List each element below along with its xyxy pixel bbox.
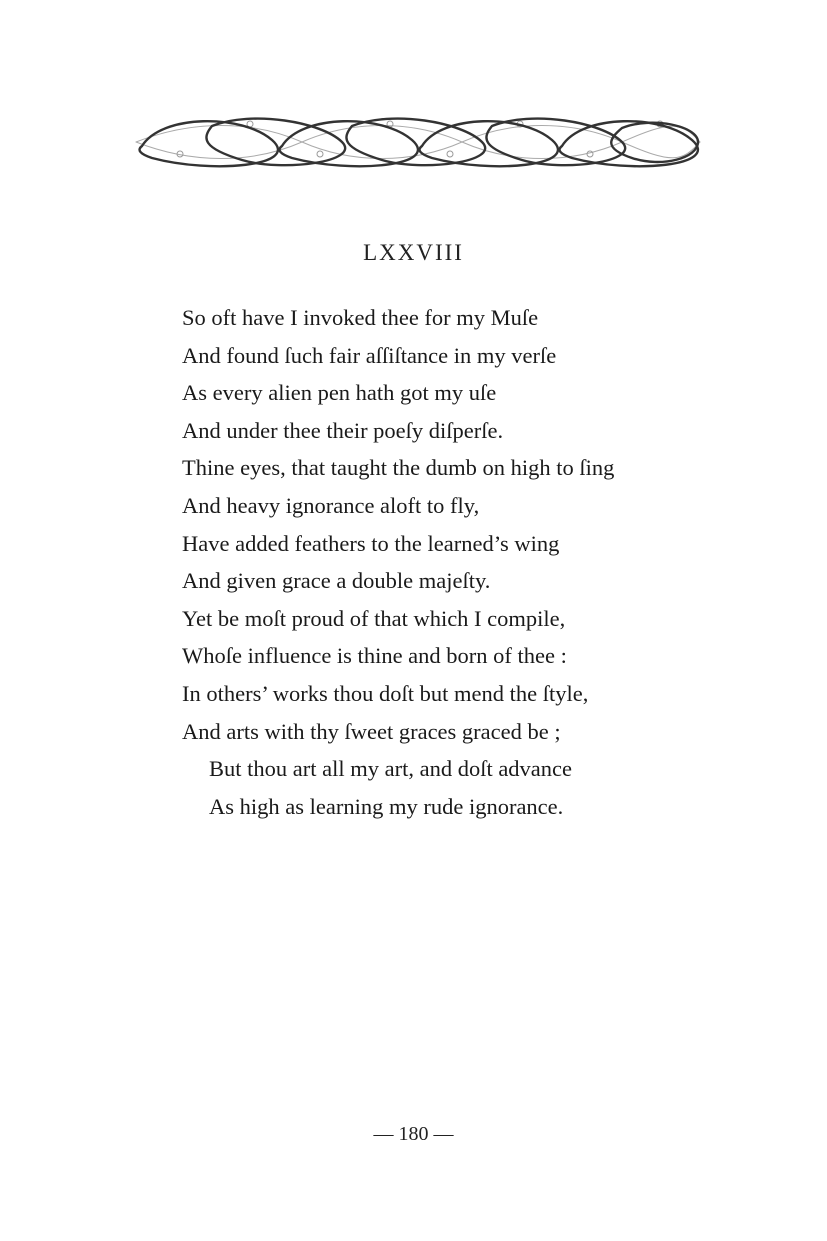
poem-line: Whoſe influence is thine and born of thee : xyxy=(182,643,567,669)
poem-line: As every alien pen hath got my uſe xyxy=(182,380,497,406)
poem-line: And arts with thy ſweet graces graced be ; xyxy=(182,718,561,744)
poem-line: And heavy ignorance aloft to fly, xyxy=(182,492,480,518)
couplet-line: But thou art all my art, and doſt advance xyxy=(209,756,573,782)
poem-line: Have added feathers to the learned’s wing xyxy=(182,530,560,556)
poem-line: Thine eyes, that taught the dumb on high to ſing xyxy=(182,455,615,481)
decorative-scroll-ornament xyxy=(132,112,704,172)
poem-line: And found ſuch fair aſſiſtance in my verſe xyxy=(182,342,557,368)
poem-line: So oft have I invoked thee for my Muſe xyxy=(182,305,539,330)
poem-line: And under thee their poeſy diſperſe. xyxy=(182,417,504,443)
page-number: — 180 — xyxy=(373,1123,454,1145)
poem-line: Yet be moſt proud of that which I compile, xyxy=(182,605,566,631)
couplet-line: As high as learning my rude ignorance. xyxy=(209,793,564,819)
poem-line: And given grace a double majeſty. xyxy=(182,568,491,594)
poem-body xyxy=(182,299,614,825)
sonnet-number: LXXVIII xyxy=(363,240,464,265)
poem-line: In others’ works thou doſt but mend the ſtyle, xyxy=(182,680,589,706)
